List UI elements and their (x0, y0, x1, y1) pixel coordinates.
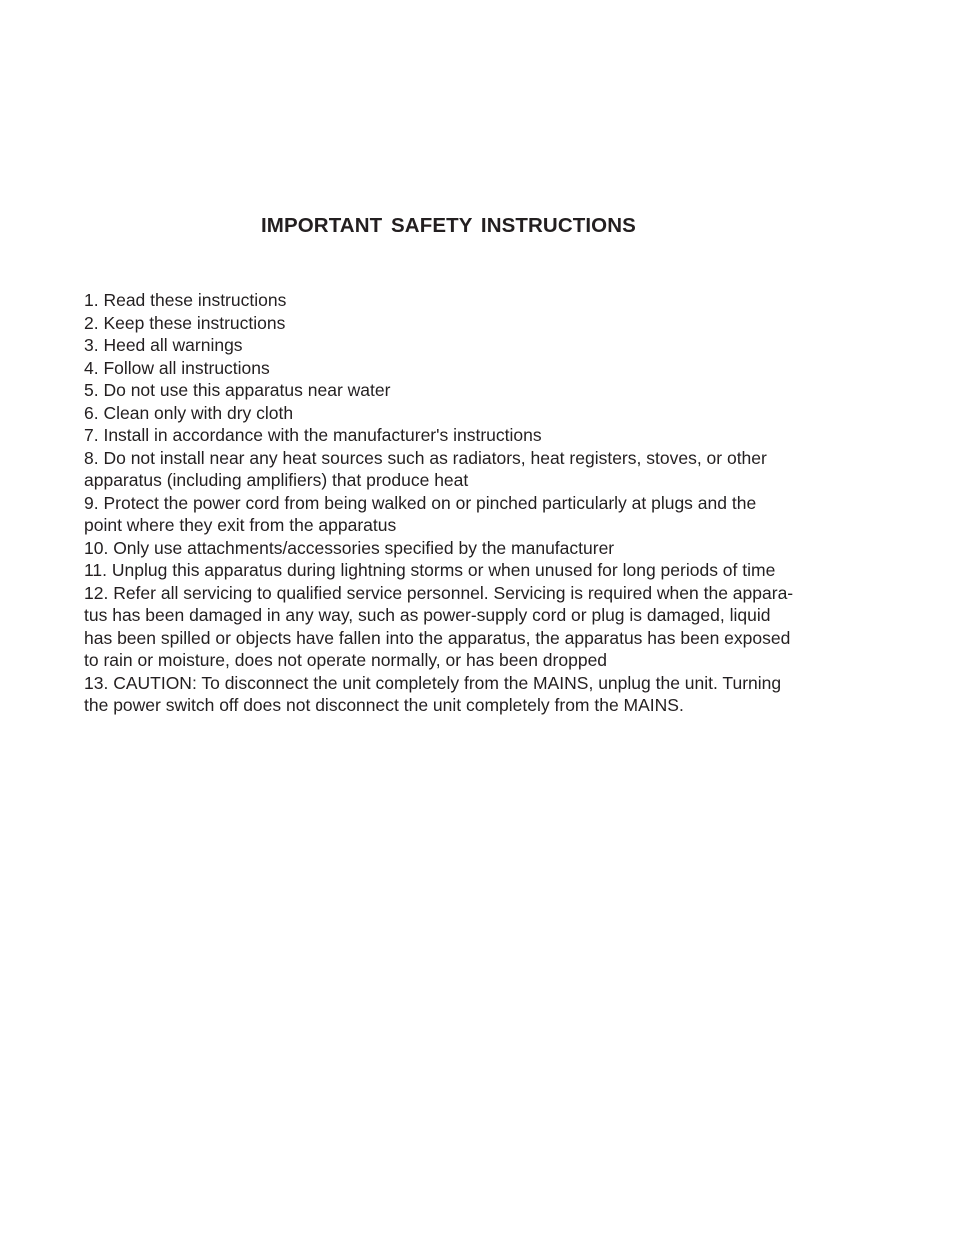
instruction-line: 12. Refer all servicing to qualified service personnel. Servicing is required when the appara- (84, 582, 794, 603)
instruction-line: 8. Do not install near any heat sources such as radiators, heat registers, stoves, or other (84, 447, 767, 468)
instruction-line: apparatus (including amplifiers) that produce heat (84, 470, 469, 490)
instruction-line: 11. Unplug this apparatus during lightning storms or when unused for long periods of time (84, 560, 776, 580)
instruction-line: 6. Clean only with dry cloth (84, 402, 294, 423)
instruction-line: 4. Follow all instructions (84, 357, 270, 378)
instruction-line: point where they exit from the apparatus (84, 515, 397, 535)
instruction-line: 2. Keep these instructions (84, 312, 286, 333)
instruction-line: to rain or moisture, does not operate normally, or has been dropped (84, 650, 608, 670)
instruction-list (84, 289, 844, 717)
instruction-line: 7. Install in accordance with the manufacturer's instructions (84, 425, 542, 445)
instruction-line: the power switch off does not disconnect the unit completely from the MAINS. (84, 695, 684, 715)
instruction-line: 3. Heed all warnings (84, 335, 243, 355)
instruction-line: has been spilled or objects have fallen into the apparatus, the apparatus has been exposed (84, 627, 791, 648)
instruction-line: 5. Do not use this apparatus near water (84, 380, 391, 400)
instruction-line: 1. Read these instructions (84, 290, 287, 310)
instruction-line: 9. Protect the power cord from being walked on or pinched particularly at plugs and the (84, 492, 757, 513)
page-title: IMPORTANT SAFETY INSTRUCTIONS (261, 214, 636, 237)
instruction-line: 10. Only use attachments/accessories specified by the manufacturer (84, 537, 615, 558)
instruction-line: 13. CAUTION: To disconnect the unit completely from the MAINS, unplug the unit. Turning (84, 672, 782, 693)
instruction-line: tus has been damaged in any way, such as power-supply cord or plug is damaged, liquid (84, 605, 771, 625)
